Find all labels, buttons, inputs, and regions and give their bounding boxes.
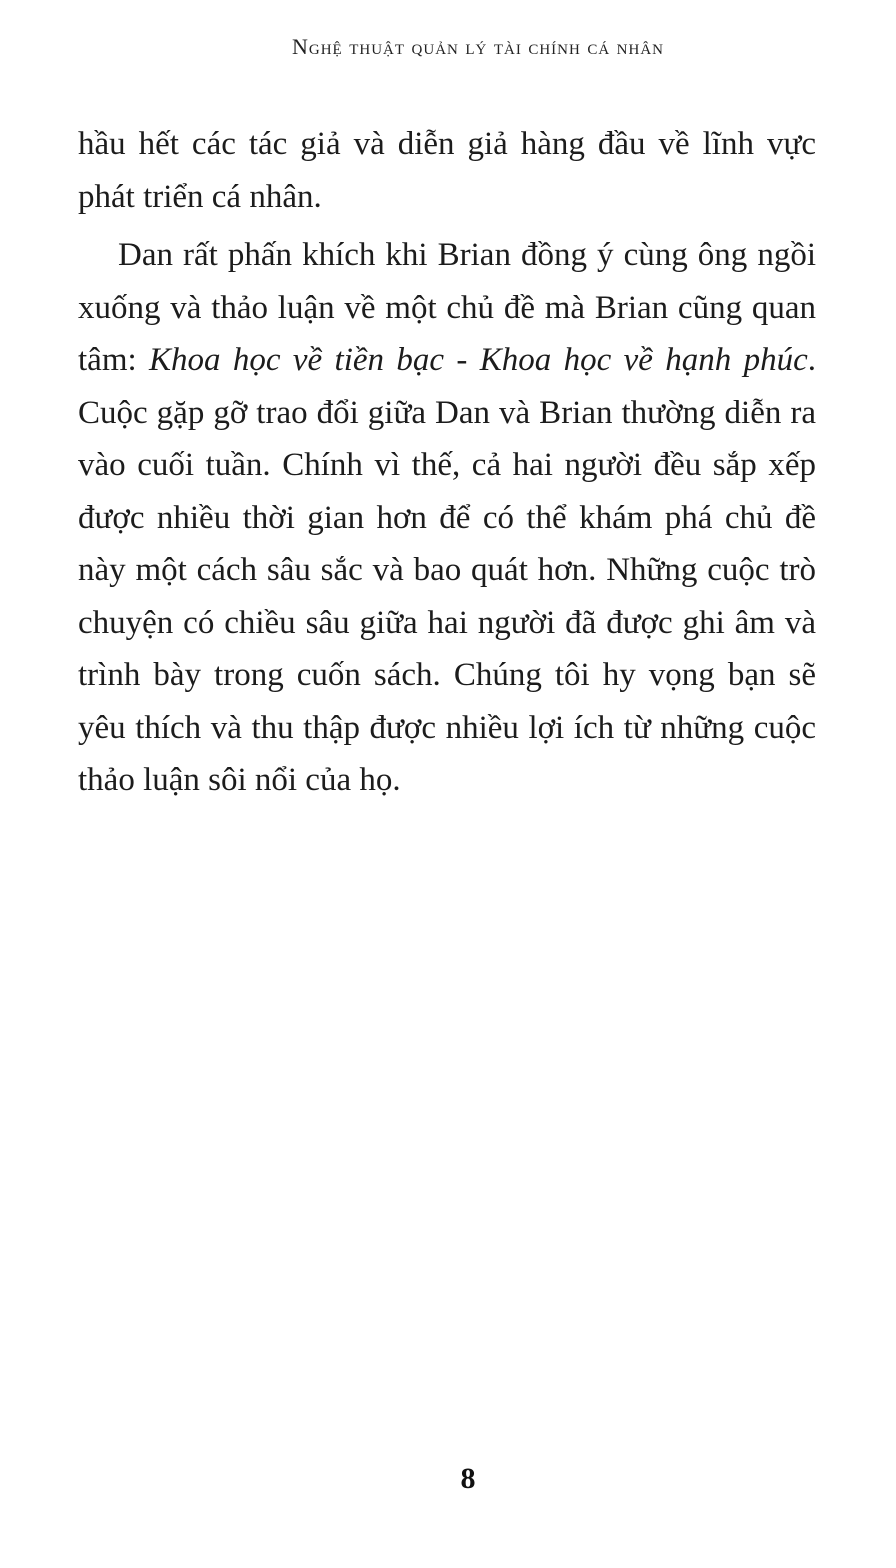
- paragraph-2-text-end: . Cuộc gặp gỡ trao đổi giữa Dan và Brian thường diễn ra vào cuối tuần. Chính vì thế, cả hai người đều sắp xếp được nhiều thời gian hơn để có thể khám phá chủ đề này một cách sâu sắc và bao quát hơn. Những cuộc trò chuyện có chiều sâu giữa hai người đã được ghi âm và trình bày trong cuốn sách. Chúng tôi hy vọng bạn sẽ yêu thích và thu thập được nhiều lợi ích từ những cuộc thảo luận sôi nổi của họ.: [78, 342, 817, 798]
- paragraph-1: hầu hết các tác giả và diễn giả hàng đầu về lĩnh vực phát triển cá nhân.: [78, 126, 816, 215]
- paragraph-2-text-start: Dan rất phấn khích khi Brian đồng ý cùng ông ngồi xuống và thảo luận về một chủ đề mà Brian cũng quan tâm:: [78, 237, 816, 378]
- italic-title: Khoa học về tiền bạc - Khoa học về hạnh phúc: [149, 342, 808, 378]
- paragraph-2: [78, 229, 816, 807]
- body-text: [78, 118, 816, 807]
- page-number: 8: [460, 1462, 476, 1495]
- running-header: Nghệ thuật quản lý tài chính cá nhân: [291, 34, 665, 59]
